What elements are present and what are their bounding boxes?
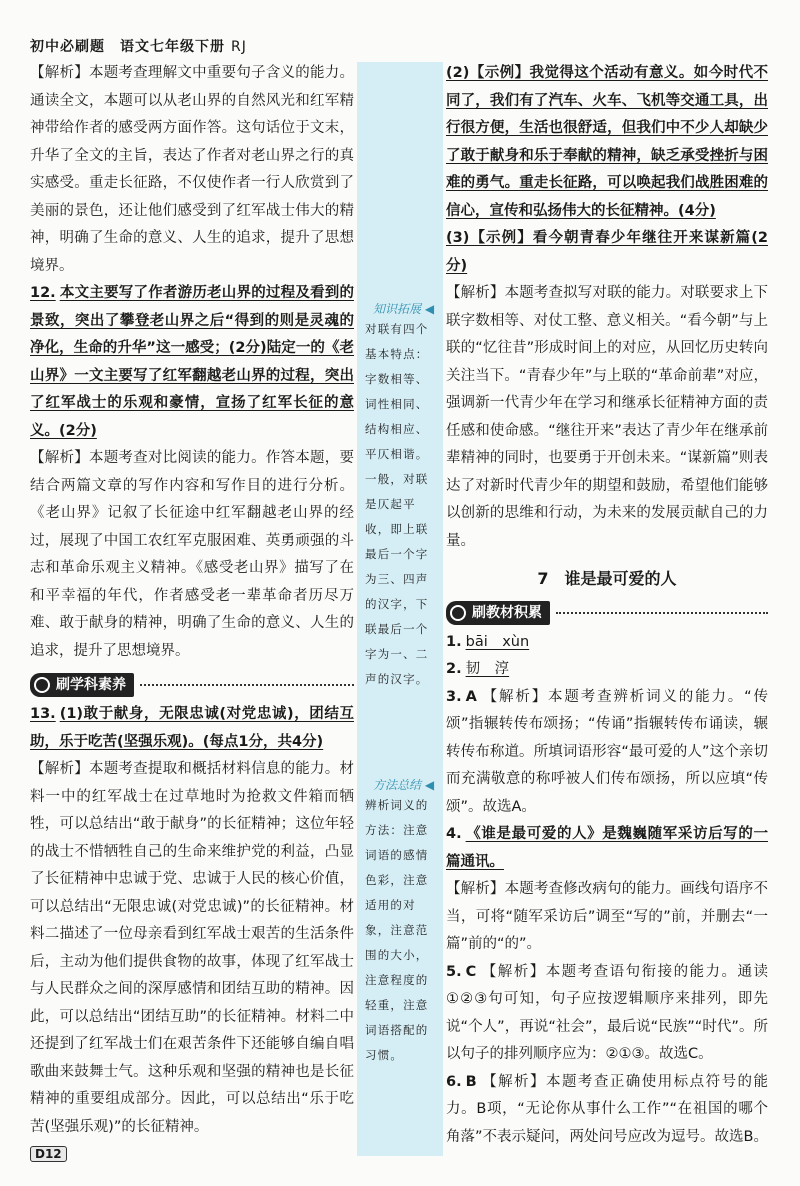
analysis-paragraph: 【解析】本题考查理解文中重要句子含义的能力。通读全文，本题可以从老山界的自然风光和红军精神带给作者的感受两方面作答。这句话位于文末，升华了全文的主旨，表达了作者对老山界之行的真实感受。重走长征路，不仅使作者一行人欣赏到了美丽的景色，还让他们感受到了红军战士伟大的精神，明确了生命的意义、人生的追求，提升了思想境界。 [30,65,354,274]
method-note: 辨析词义的方法：注意词语的感情色彩，注意适用的对象，注意范围的大小，注意程度的轻重，注意词语搭配的习惯。 [365,798,429,1062]
badge-icon [34,677,50,693]
arrow-icon: ◀ [424,778,435,792]
section-title: 刷教材积累 [472,604,542,621]
section-header [30,673,354,697]
answer-5: 5. C 【解析】本题考查语句衔接的能力。通读①②③句可知，句子应按逻辑顺序来排列，即先说“个人”，再说“社会”，最后说“民族”“时代”。所以句子的排列顺序应为：②①③。故选C。 [446,963,768,1062]
analysis-paragraph: 【解析】本题考查拟写对联的能力。对联要求上下联字数相等、对仗工整、意义相关。“看今朝”与上联的“忆往昔”形成时间上的对应，从回忆历史转向关注当下。“青春少年”与上联的“革命前辈”对应，强调新一代青少年在学习和继承长征精神方面的责任感和使命感。“继往开来”表达了青少年在继承前辈精神的同时，也要勇于开创未来。“谋新篇”则表达了对新时代青少年的期望和鼓励，希望他们能够以创新的思维和行动，为未来的发展贡献自己的力量。 [446,285,768,549]
sidebar-notes [357,62,443,1156]
answer-text: 本文主要写了作者游历老山界的过程及看到的景致，突出了攀登老山界之后“得到的则是灵魂的净化，生命的升华”这一感受；(2分)陆定一的《老山界》一文主要写了红军翻越老山界的过程，突出了红军战士的乐观和豪情，宣扬了红军长征的意义。(2分) [30,285,354,439]
badge-icon [450,605,466,621]
question-12-answer [30,280,354,445]
answer-1: 1. bāi xùn [446,633,530,650]
knowledge-note: 对联有四个基本特点：字数相等、词性相同、结构相应、平仄相谐。一般，对联是仄起平收，即上联最后一个字为三、四声的汉字，下联最后一个字为一、二声的汉字。 [365,322,429,686]
section-title: 刷学科素养 [56,677,126,693]
dotted-divider [556,612,768,614]
right-column [446,60,768,1151]
question-13-answer [30,701,354,756]
dotted-divider [140,684,354,686]
question-number: 13. [30,706,56,722]
question-13-2-answer: (2)【示例】我觉得这个活动有意义。如今时代不同了，我们有了汽车、火车、飞机等交通工具，出行很方便，生活也很舒适，但我们中不少人却缺少了敢于献身和乐于奉献的精神，缺乏承受挫折与困难的勇气。重走长征路，可以唤起我们战胜困难的信心，宣传和弘扬伟大的长征精神。(4分) [446,65,768,219]
answer-4: 4. 《谁是最可爱的人》是魏巍随军采访后写的一篇通讯。 [446,826,768,870]
page-header [30,36,247,56]
answer-2: 2. 韧 淳 [446,661,510,677]
method-tag: 方法总结 ◀ [373,778,435,792]
answer-text: (1)敢于献身，无限忠诚(对党忠诚)，团结互助，乐于吃苦(坚强乐观)。(每点1分，共4分) [30,706,354,750]
analysis-paragraph: 【解析】本题考查修改病句的能力。画线句语序不当，可将“随军采访后”调至“写的”前，并删去“一篇”前的“的”。 [446,881,768,952]
question-13-3-answer: (3)【示例】看今朝青春少年继往开来谋新篇(2分) [446,230,768,274]
lesson-title: 7 谁是最可爱的人 [537,569,677,588]
header-edition: RJ [231,39,247,55]
header-title: 初中必刷题 语文七年级下册 [30,39,225,55]
left-column [30,60,354,1141]
answer-3: 3. A 【解析】本题考查辨析词义的能力。“传颂”指辗转传布颂扬；“传诵”指辗转传布诵读，辗转传布称道。所填词语形容“最可爱的人”这个亲切而充满敬意的称呼被人们传布颂扬，所以应填“传颂”。故选A。 [446,688,768,815]
page-number: D12 [30,1146,67,1162]
knowledge-tag: 知识拓展 ◀ [373,302,435,316]
analysis-paragraph: 【解析】本题考查对比阅读的能力。作答本题，要结合两篇文章的写作内容和写作目的进行分析。《老山界》记叙了长征途中红军翻越老山界的经过，展现了中国工农红军克服困难、英勇顽强的斗志和革命乐观主义精神。《感受老山界》描写了在和平幸福的年代，作者感受老一辈革命者历尽万难、敢于献身的精神，明确了生命的意义、人生的追求，提升了思想境界。 [30,450,354,659]
section-header [446,601,768,625]
question-number: 12. [30,285,56,301]
analysis-paragraph: 【解析】本题考查提取和概括材料信息的能力。材料一中的红军战士在过草地时为抢救文件箱而牺牲，可以总结出“敢于献身”的长征精神；这位年轻的战士不惜牺牲自己的生命来维护党的利益，凸显了长征精神中忠诚于党、忠诚于人民的核心价值，可以总结出“无限忠诚(对党忠诚)”的长征精神。材料二描述了一位母亲看到红军战士艰苦的生活条件后，主动为他们提供食物的故事，体现了红军战士与人民群众之间的深厚感情和团结互助的精神。因此，可以总结出“团结互助”的长征精神。材料二中还提到了红军战士们在艰苦条件下还能够自编自唱歌曲来鼓舞士气。这种乐观和坚强的精神也是长征精神的重要组成部分。因此，可以总结出“乐于吃苦(坚强乐观)”的长征精神。 [30,761,354,1135]
arrow-icon: ◀ [424,302,435,316]
answer-6: 6. B 【解析】本题考查正确使用标点符号的能力。B项，“无论你从事什么工作”“在祖国的哪个角落”不表示疑问，两处问号应改为逗号。故选B。 [446,1073,768,1145]
